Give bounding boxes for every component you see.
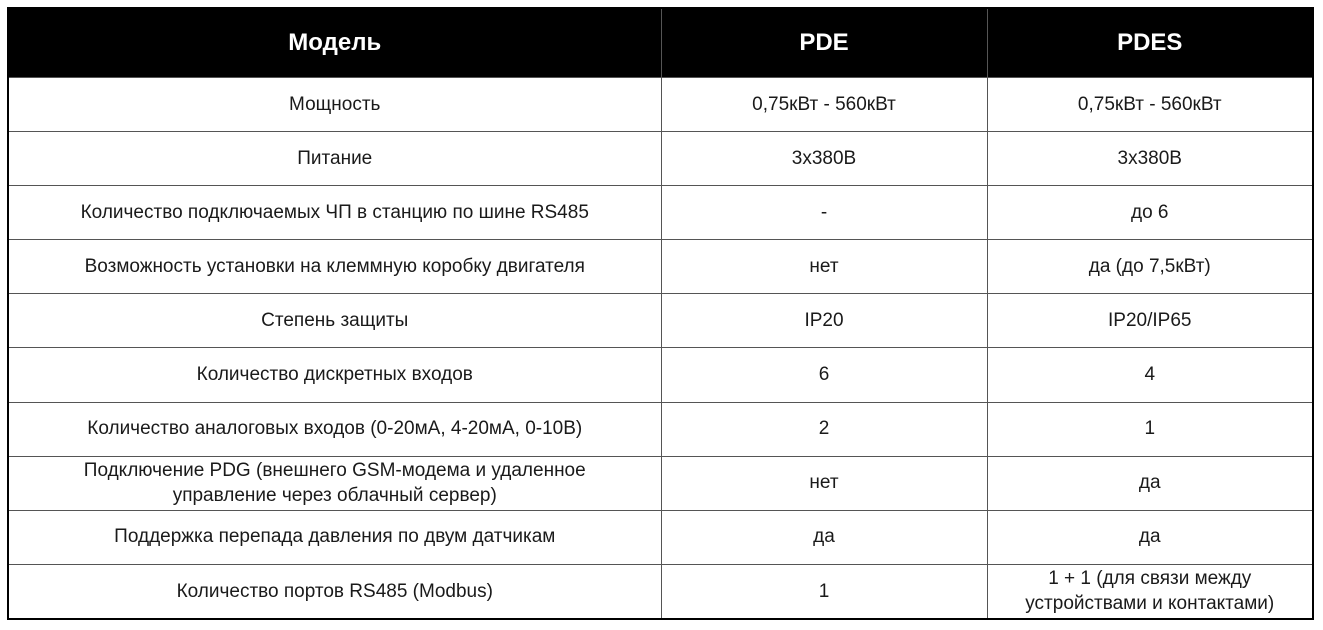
param-cell	[9, 456, 661, 510]
pde-cell: 0,75кВт - 560кВт	[661, 78, 987, 132]
pde-cell: нет	[661, 456, 987, 510]
table-body	[9, 78, 1312, 619]
param-cell: Количество дискретных входов	[9, 348, 661, 402]
pdes-text: 1 + 1 (для связи между устройствами и контактами)	[1025, 567, 1275, 615]
param-cell: Количество аналоговых входов (0-20мА, 4-20мА, 0-10В)	[9, 402, 661, 456]
pde-cell: -	[661, 186, 987, 240]
param-cell: Количество подключаемых ЧП в станцию по шине RS485	[9, 186, 661, 240]
pdes-cell: IP20/IP65	[987, 294, 1312, 348]
pde-cell: IP20	[661, 294, 987, 348]
table-row	[9, 294, 1312, 348]
param-cell: Питание	[9, 132, 661, 186]
pdes-cell: да (до 7,5кВт)	[987, 240, 1312, 294]
param-cell: Возможность установки на клеммную коробку двигателя	[9, 240, 661, 294]
table-row	[9, 564, 1312, 618]
table-row	[9, 186, 1312, 240]
pdes-cell: 3х380В	[987, 132, 1312, 186]
header-pde: PDE	[661, 9, 987, 78]
pde-cell: 2	[661, 402, 987, 456]
pdes-cell: да	[987, 456, 1312, 510]
pde-cell: 6	[661, 348, 987, 402]
header-model: Модель	[9, 9, 661, 78]
table-header	[9, 9, 1312, 78]
pde-cell: нет	[661, 240, 987, 294]
pdes-cell: да	[987, 510, 1312, 564]
pdes-cell	[987, 564, 1312, 618]
param-cell: Степень защиты	[9, 294, 661, 348]
header-pdes: PDES	[987, 9, 1312, 78]
pdes-cell: 1	[987, 402, 1312, 456]
param-text: Подключение PDG (внешнего GSM-модема и удаленное управление через облачный сервер)	[83, 459, 586, 507]
param-cell: Мощность	[9, 78, 661, 132]
pdes-cell: 4	[987, 348, 1312, 402]
table-row	[9, 132, 1312, 186]
table-row	[9, 456, 1312, 510]
table-row	[9, 240, 1312, 294]
table-row	[9, 510, 1312, 564]
header-row	[9, 9, 1312, 78]
pde-cell: 1	[661, 564, 987, 618]
table-row	[9, 402, 1312, 456]
param-cell: Поддержка перепада давления по двум датчикам	[9, 510, 661, 564]
pde-cell: 3х380В	[661, 132, 987, 186]
table-row	[9, 78, 1312, 132]
pdes-cell: до 6	[987, 186, 1312, 240]
param-cell: Количество портов RS485 (Modbus)	[9, 564, 661, 618]
table-row	[9, 348, 1312, 402]
spec-comparison-table	[9, 9, 1312, 618]
pdes-cell: 0,75кВт - 560кВт	[987, 78, 1312, 132]
pde-cell: да	[661, 510, 987, 564]
spec-table-frame	[7, 7, 1314, 620]
